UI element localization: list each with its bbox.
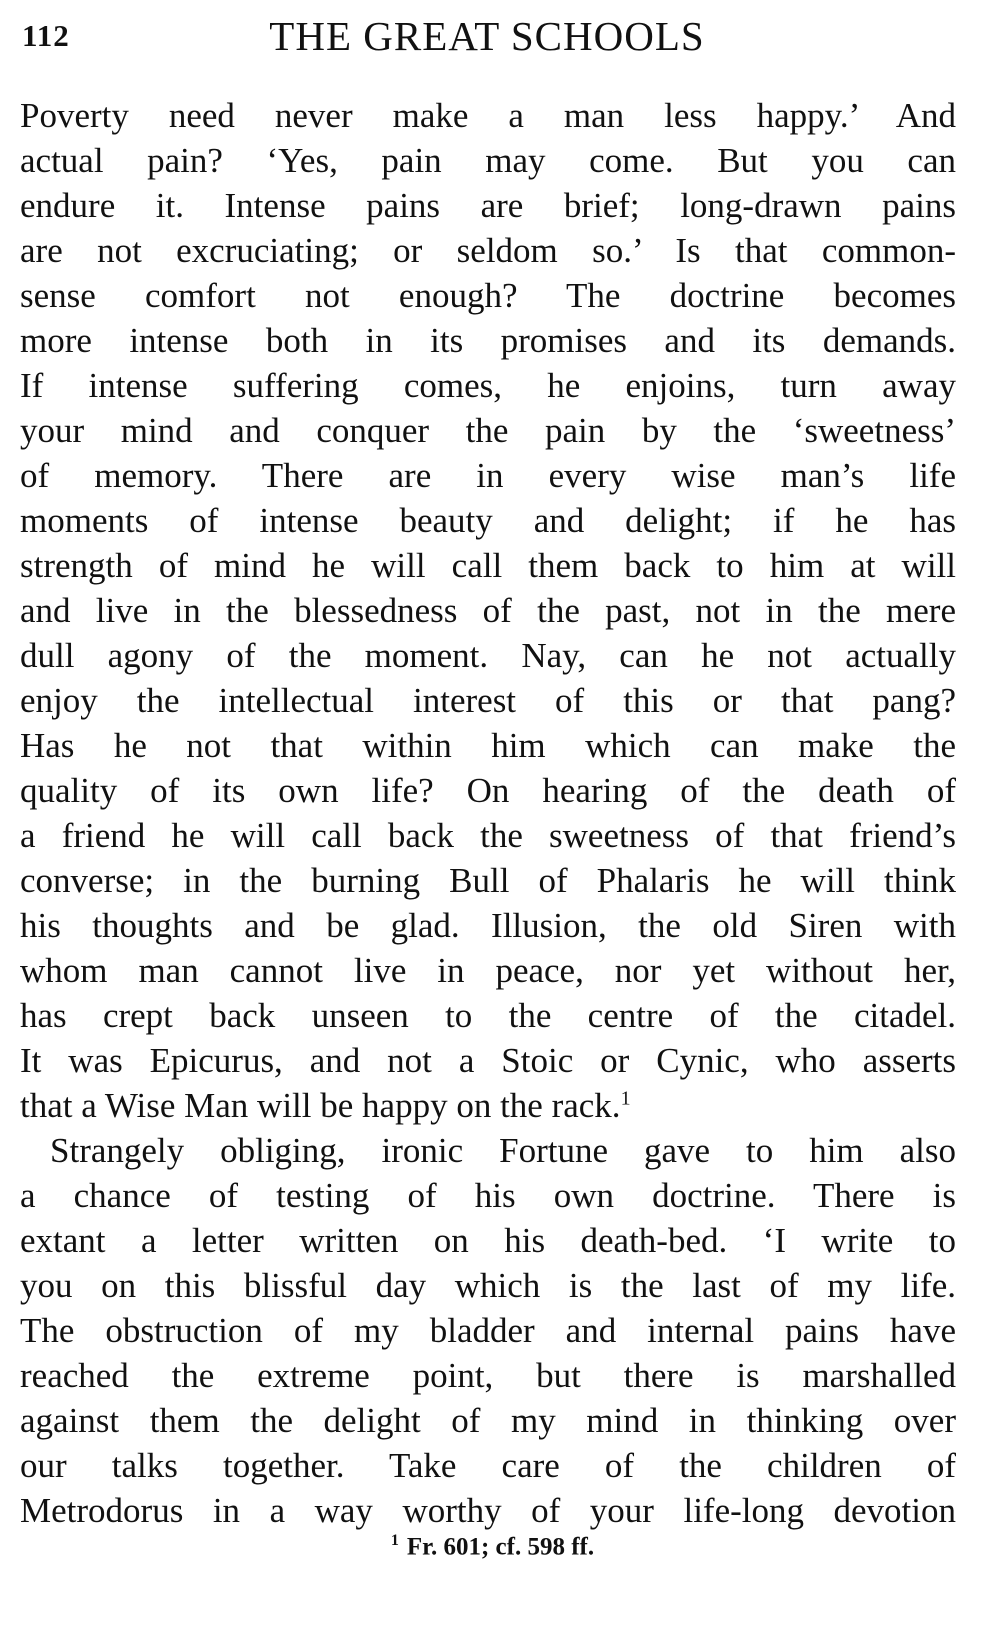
text-line: enjoy the intellectual interest of this or that pang? (20, 681, 956, 720)
text-line: a friend he will call back the sweetness of that friend’s (20, 816, 956, 855)
text-line: moments of intense beauty and delight; if he has (20, 501, 956, 540)
paragraph-last-line (20, 1083, 956, 1128)
text-line: whom man cannot live in peace, nor yet without her, (20, 951, 956, 990)
text-line: strength of mind he will call them back to him at will (20, 546, 956, 585)
text-line: Strangely obliging, ironic Fortune gave to him also (50, 1131, 956, 1170)
text-line: that a Wise Man will be happy on the rack. (20, 1086, 621, 1125)
text-line: Metrodorus in a way worthy of your life-long devotion (20, 1491, 956, 1530)
text-line: our talks together. Take care of the children of (20, 1446, 956, 1485)
text-line: are not excruciating; or seldom so.’ Is that common- (20, 231, 956, 270)
footnote-text: Fr. 601; cf. 598 ff. (406, 1533, 595, 1561)
body-text (20, 93, 956, 1533)
text-line: If intense suffering comes, he enjoins, turn away (20, 366, 956, 405)
text-line: you on this blissful day which is the last of my life. (20, 1266, 956, 1305)
text-line: Has he not that within him which can make the (20, 726, 956, 765)
text-line: extant a letter written on his death-bed. ‘I write to (20, 1221, 956, 1260)
footnote-marker: 1 (390, 1532, 399, 1549)
text-line: a chance of testing of his own doctrine. There is (20, 1176, 956, 1215)
text-line: The obstruction of my bladder and internal pains have (20, 1311, 956, 1350)
text-line: converse; in the burning Bull of Phalaris he will think (20, 861, 956, 900)
text-line: It was Epicurus, and not a Stoic or Cynic, who asserts (20, 1041, 956, 1080)
footnote-reference: 1 (620, 1087, 631, 1110)
text-line: against them the delight of my mind in thinking over (20, 1401, 956, 1440)
page-number: 112 (22, 18, 70, 53)
text-line: your mind and conquer the pain by the ‘sweetness’ (20, 411, 956, 450)
running-title: THE GREAT SCHOOLS (269, 13, 705, 59)
text-line: endure it. Intense pains are brief; long-drawn pains (20, 186, 956, 225)
text-line: has crept back unseen to the centre of the citadel. (20, 996, 956, 1035)
footnote (0, 1532, 985, 1561)
text-line: sense comfort not enough? The doctrine becomes (20, 276, 956, 315)
text-line: dull agony of the moment. Nay, can he not actually (20, 636, 956, 675)
text-line: of memory. There are in every wise man’s life (20, 456, 956, 495)
text-line: reached the extreme point, but there is marshalled (20, 1356, 956, 1395)
text-line: more intense both in its promises and its demands. (20, 321, 956, 360)
text-line: his thoughts and be glad. Illusion, the old Siren with (20, 906, 956, 945)
text-line: Poverty need never make a man less happy.’ And (20, 96, 956, 135)
text-line: quality of its own life? On hearing of the death of (20, 771, 956, 810)
text-line: actual pain? ‘Yes, pain may come. But you can (20, 141, 956, 180)
running-head (22, 12, 952, 72)
text-line: and live in the blessedness of the past, not in the mere (20, 591, 956, 630)
